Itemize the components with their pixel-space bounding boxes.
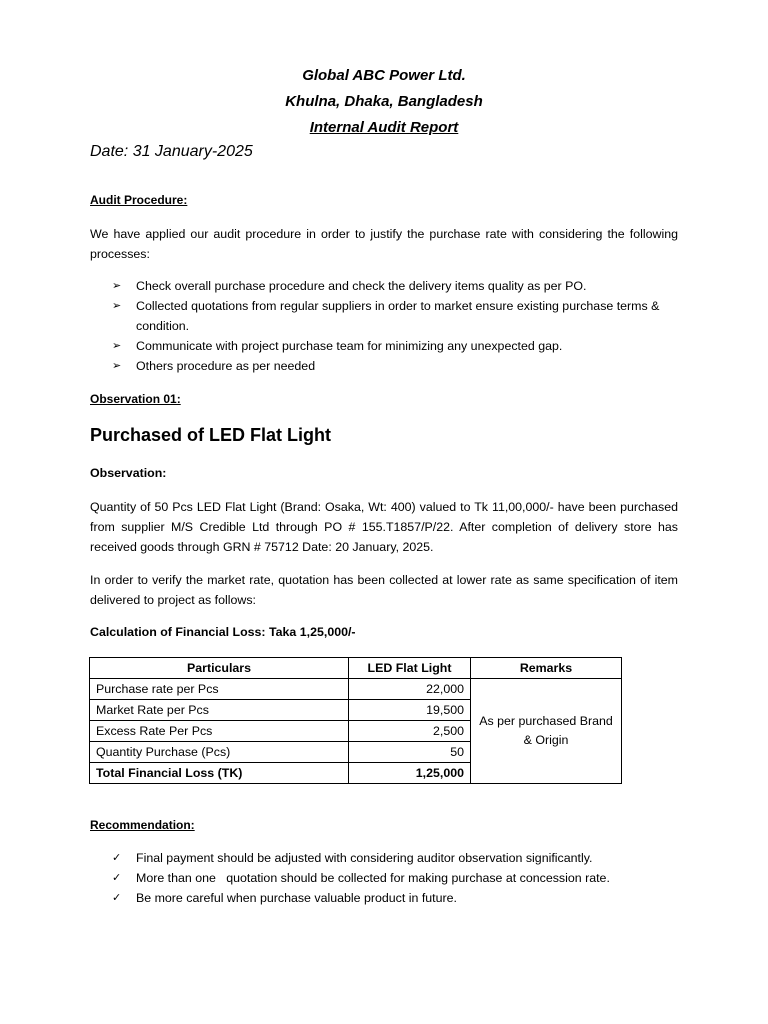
recommendation-list: [112, 848, 682, 908]
remarks-cell: As per purchased Brand & Origin: [471, 679, 622, 784]
report-date: Date: 31 January-2025: [90, 143, 253, 160]
row-label: Market Rate per Pcs: [90, 700, 349, 721]
column-header-led-flat-light: LED Flat Light: [349, 658, 471, 679]
row-value: 22,000: [349, 679, 471, 700]
total-label: Total Financial Loss (TK): [90, 763, 349, 784]
column-header-particulars: Particulars: [90, 658, 349, 679]
observation-paragraph-2: In order to verify the market rate, quotation has been collected at lower rate as same specification of item delivered to project as follows:: [90, 573, 678, 607]
company-name: Global ABC Power Ltd.: [302, 67, 466, 84]
list-item: ➢ Others procedure as per needed: [112, 356, 682, 376]
row-value: 50: [349, 742, 471, 763]
checkmark-icon: ✓: [112, 872, 122, 884]
arrow-bullet-icon: ➢: [112, 280, 122, 292]
audit-procedure-heading: Audit Procedure:: [90, 193, 188, 207]
list-item: ➢ Collected quotations from regular suppliers in order to market ensure existing purchase terms & condition.: [112, 296, 682, 336]
observation-title: Purchased of LED Flat Light: [90, 425, 332, 445]
list-item: ✓ Final payment should be adjusted with considering auditor observation significantly.: [112, 848, 682, 868]
observation-subheading: Observation:: [90, 466, 167, 480]
row-value: 19,500: [349, 700, 471, 721]
total-value: 1,25,000: [349, 763, 471, 784]
checkmark-icon: ✓: [112, 892, 122, 904]
observation-heading: Observation 01:: [90, 392, 181, 406]
arrow-bullet-icon: ➢: [112, 340, 122, 352]
table-header-row: [90, 658, 622, 679]
list-item: ➢ Communicate with project purchase team for minimizing any unexpected gap.: [112, 336, 682, 356]
column-header-remarks: Remarks: [471, 658, 622, 679]
financial-loss-heading: Calculation of Financial Loss: Taka 1,25,000/-: [90, 625, 356, 639]
table-row: [90, 679, 622, 700]
audit-procedure-intro: We have applied our audit procedure in order to justify the purchase rate with considering the following processes:: [90, 227, 678, 261]
list-item: ✓ More than one quotation should be collected for making purchase at concession rate.: [112, 868, 682, 888]
company-location: Khulna, Dhaka, Bangladesh: [285, 93, 483, 110]
list-item: ➢ Check overall purchase procedure and check the delivery items quality as per PO.: [112, 276, 682, 296]
row-label: Quantity Purchase (Pcs): [90, 742, 349, 763]
row-value: 2,500: [349, 721, 471, 742]
recommendation-heading: Recommendation:: [90, 818, 195, 832]
row-label: Purchase rate per Pcs: [90, 679, 349, 700]
report-title-text: Internal Audit Report: [309, 119, 459, 136]
arrow-bullet-icon: ➢: [112, 300, 122, 312]
report-title: [0, 119, 768, 136]
observation-paragraph-1: Quantity of 50 Pcs LED Flat Light (Brand: Osaka, Wt: 400) valued to Tk 11,00,000/- have been purchased from supplier M/S Credible Ltd through PO # 155.T1857/P/22. After completion of delivery store has received goods through GRN # 75712 Date: 20 January, 2025.: [90, 500, 678, 554]
list-item: ✓ Be more careful when purchase valuable product in future.: [112, 888, 682, 908]
financial-loss-table: [89, 657, 622, 784]
checkmark-icon: ✓: [112, 852, 122, 864]
row-label: Excess Rate Per Pcs: [90, 721, 349, 742]
arrow-bullet-icon: ➢: [112, 360, 122, 372]
procedure-list: [112, 276, 682, 376]
